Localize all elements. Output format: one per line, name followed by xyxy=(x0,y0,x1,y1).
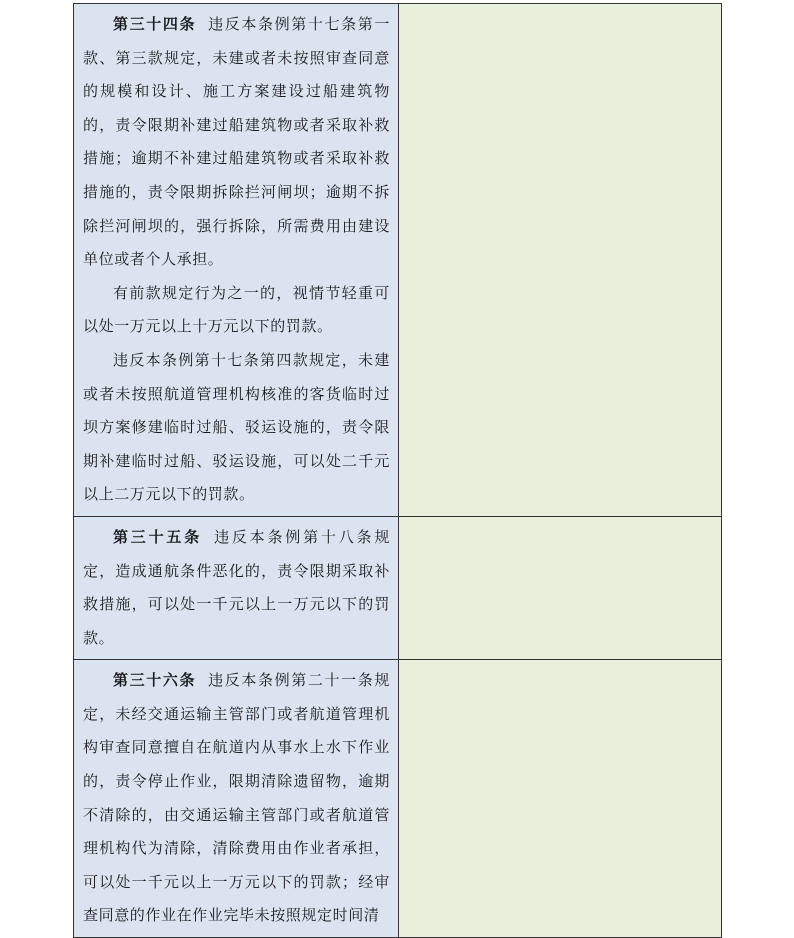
article-34-text-1: 违反本条例第十七条第一款、第三款规定，未建或者未按照审查同意的规模和设计、施工方案建设过船建筑物的，责令限期补建过船建筑物或者采取补救措施；逾期不补建过船建筑物或者采取补救措施的，责令限期拆除拦河闸坝；逾期不拆除拦河闸坝的，强行拆除，所需费用由建设单位或者个人承担。 xyxy=(83,15,390,269)
article-34-paragraph-2: 有前款规定行为之一的，视情节轻重可以处一万元以上十万元以下的罚款。 xyxy=(83,283,390,336)
article-35-text-1: 违反本条例第十八条规定，造成通航条件恶化的，责令限期采取补救措施，可以处一千元以上一万元以下的罚款。 xyxy=(83,527,390,647)
article-34-paragraph-1 xyxy=(83,8,390,277)
article-34-comment-cell xyxy=(399,4,722,517)
article-36-paragraph-1 xyxy=(83,664,390,933)
article-35-number: 第三十五条 xyxy=(113,527,203,546)
article-36-cell xyxy=(74,660,399,938)
article-34-paragraph-3: 违反本条例第十七条第四款规定，未建或者未按照航道管理机构核准的客货临时过坝方案修建临时过船、驳运设施的，责令限期补建临时过船、驳运设施，可以处二千元以上二万元以下的罚款。 xyxy=(83,350,390,504)
table-row xyxy=(74,516,722,659)
article-35-comment-cell xyxy=(399,516,722,659)
article-36-number: 第三十六条 xyxy=(113,671,197,690)
article-35-cell xyxy=(74,516,399,659)
article-34-cell xyxy=(74,4,399,517)
article-35-paragraph-1 xyxy=(83,521,390,655)
article-34-number: 第三十四条 xyxy=(113,15,197,33)
table-row xyxy=(74,4,722,517)
regulation-table xyxy=(73,3,722,938)
article-36-text-1: 违反本条例第二十一条规定，未经交通运输主管部门或者航道管理机构审查同意擅自在航道内从事水上水下作业的，责令停止作业，限期清除遗留物，逾期不清除的，由交通运输主管部门或者航道管理机构代为清除，清除费用由作业者承担，可以处一千元以上一万元以下的罚款；经审查同意的作业在作业完毕未按照规定时间清 xyxy=(83,671,390,925)
table-row xyxy=(74,660,722,938)
article-36-comment-cell xyxy=(399,660,722,938)
